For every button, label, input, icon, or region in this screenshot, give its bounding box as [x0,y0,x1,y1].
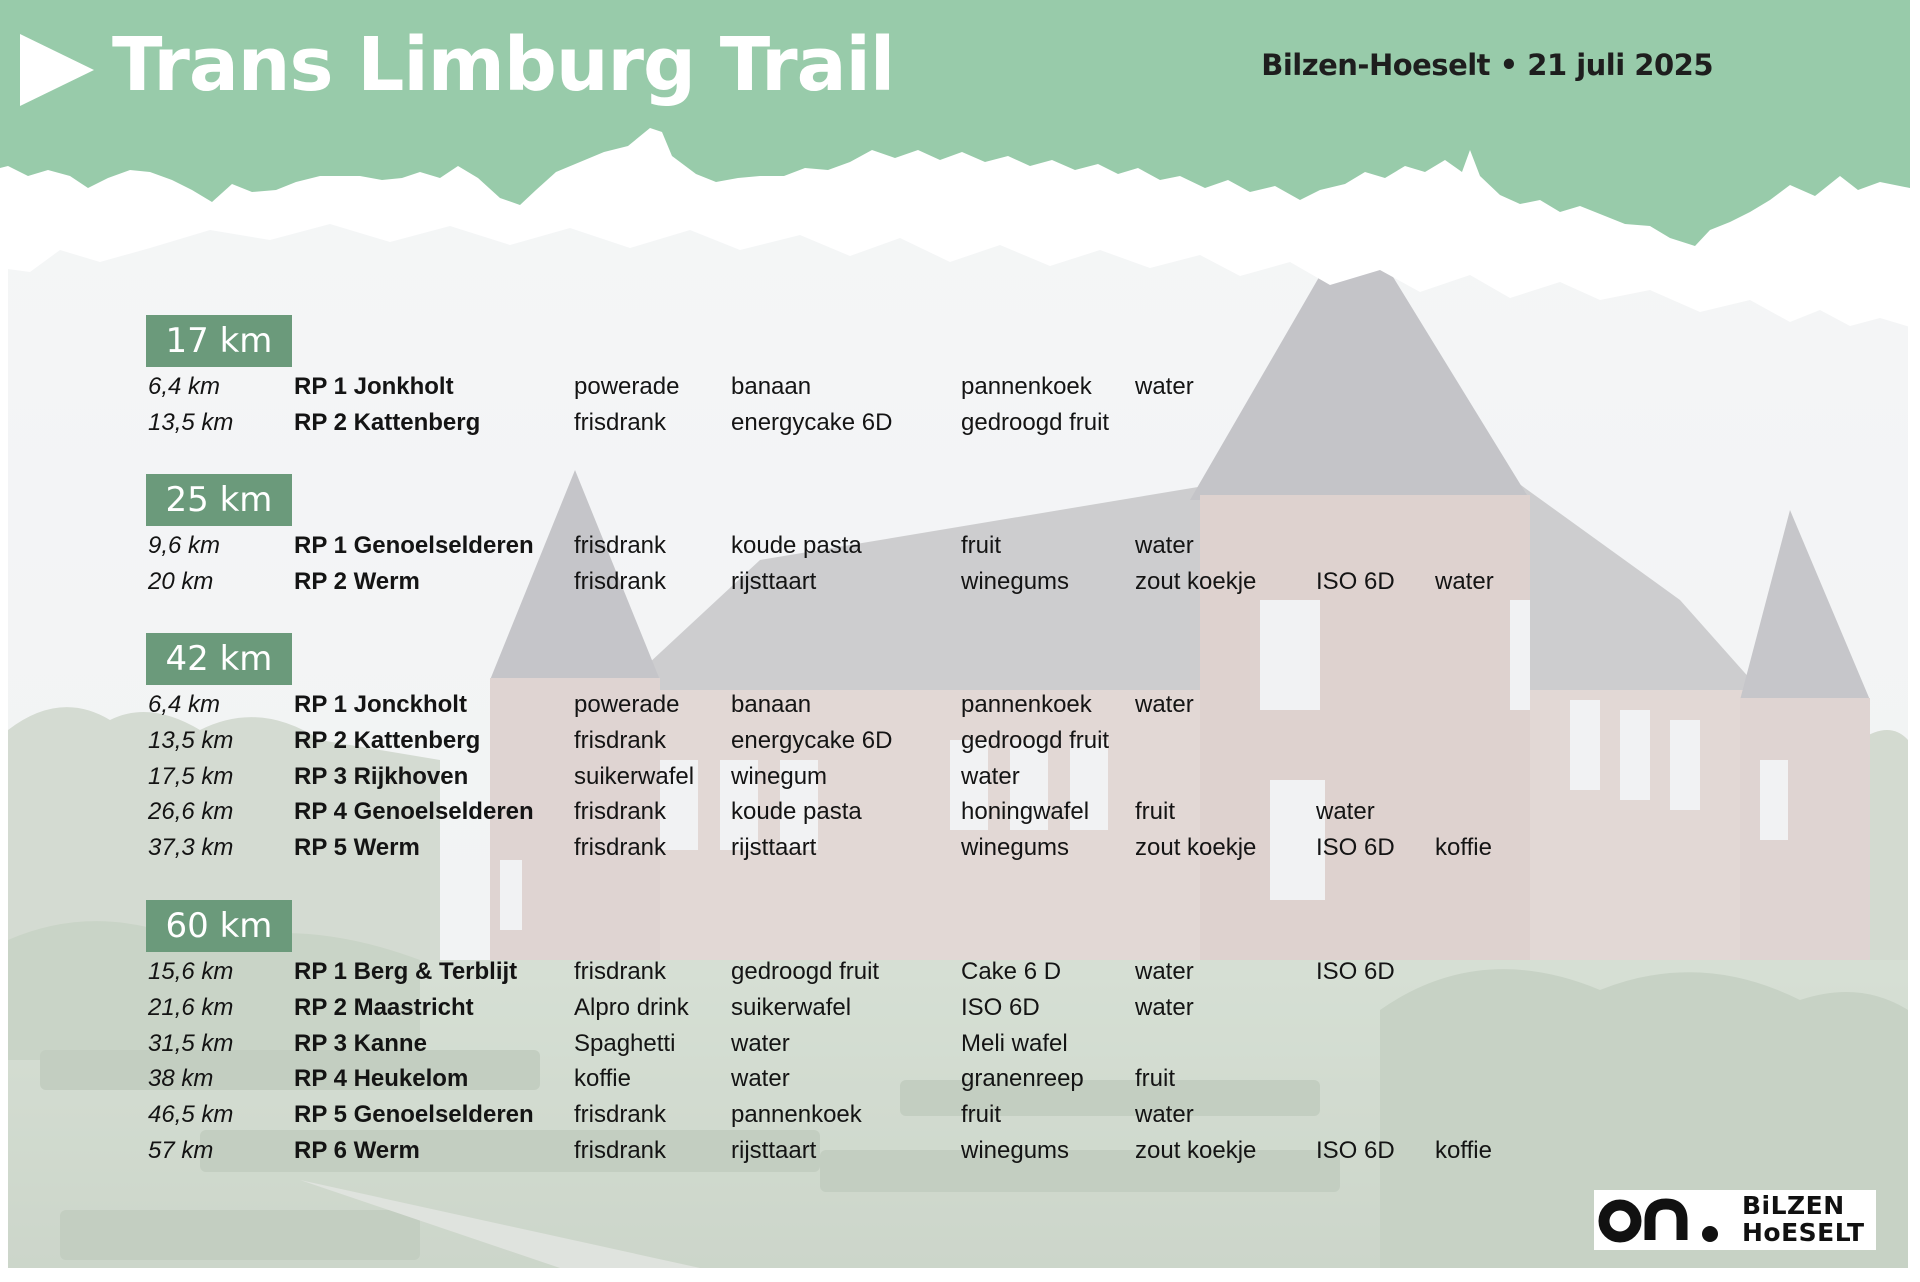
refreshment-point-name: RP 2 Werm [294,567,420,595]
supply-item: frisdrank [574,726,667,754]
supply-item: suikerwafel [731,993,852,1021]
supply-item: frisdrank [574,798,667,826]
supply-item: fruit [1135,1065,1176,1093]
distance-marker: 57 km [148,1137,214,1164]
refreshment-row [0,370,1600,404]
supply-item: rijsttaart [731,567,817,595]
refreshment-point-name: RP 3 Rijkhoven [294,762,469,790]
refreshment-row [0,955,1600,989]
supply-item: ISO 6D [1316,834,1395,862]
supply-item: winegum [731,762,828,790]
supply-item: granenreep [961,1065,1084,1093]
supply-item: water [731,1065,790,1093]
logo-mark-icon [1594,1190,1734,1250]
refreshment-row [0,1098,1600,1132]
logo-text-bilzen: BiLZEN [1742,1191,1845,1220]
refreshment-row [0,1027,1600,1061]
supply-item: winegums [961,834,1070,862]
supply-item: frisdrank [574,532,667,559]
refreshment-row [0,831,1600,865]
refreshment-row [0,688,1600,722]
refreshment-row [0,795,1600,829]
distance-marker: 37,3 km [148,834,234,862]
supply-item: gedroogd fruit [961,408,1110,436]
supply-item: water [1135,958,1194,985]
supply-item: water [1135,532,1194,559]
supply-item: ISO 6D [1316,1137,1395,1164]
supply-item: Alpro drink [574,993,689,1021]
supply-item: Spaghetti [574,1029,676,1057]
supply-item: honingwafel [961,798,1090,826]
supply-item: winegums [961,567,1070,595]
supply-item: frisdrank [574,1101,667,1129]
supply-item: fruit [961,532,1002,559]
refreshment-point-name: RP 2 Kattenberg [294,726,481,754]
distance-badge: 17 km [146,315,292,367]
distance-marker: 46,5 km [148,1101,234,1129]
supply-item: water [1135,691,1194,718]
refreshment-row [0,1062,1600,1096]
supply-item: rijsttaart [731,1137,817,1164]
page-title: Trans Limburg Trail [112,22,895,108]
supply-item: zout koekje [1135,1137,1257,1164]
refreshment-point-name: RP 2 Maastricht [294,993,474,1021]
refreshment-point-name: RP 3 Kanne [294,1029,427,1057]
refreshment-point-name: RP 4 Genoelselderen [294,798,534,826]
refreshment-point-name: RP 5 Werm [294,834,420,862]
bilzen-hoeselt-logo [1594,1190,1876,1250]
supply-item: frisdrank [574,408,667,436]
distance-badge: 60 km [146,900,292,952]
supply-item: ISO 6D [1316,958,1395,985]
supply-item: koude pasta [731,798,862,826]
distance-marker: 6,4 km [148,691,221,718]
supply-item: pannenkoek [731,1101,862,1129]
refreshment-row [0,991,1600,1025]
distance-marker: 31,5 km [148,1029,234,1057]
supply-item: ISO 6D [961,993,1040,1021]
distance-marker: 13,5 km [148,408,234,436]
refreshment-point-name: RP 2 Kattenberg [294,408,481,436]
refreshment-point-name: RP 1 Genoelselderen [294,532,534,559]
supply-item: frisdrank [574,567,667,595]
refreshment-point-name: RP 1 Berg & Terblijt [294,958,518,985]
supply-item: koffie [574,1065,631,1093]
supply-item: water [1135,993,1194,1021]
distance-badge: 42 km [146,633,292,685]
supply-item: koffie [1435,1137,1492,1164]
supply-item: water [1135,373,1194,400]
refreshment-point-name: RP 1 Jonckholt [294,691,467,718]
supply-item: koffie [1435,834,1492,862]
refreshment-row [0,724,1600,758]
supply-item: ISO 6D [1316,567,1395,595]
distance-marker: 26,6 km [148,798,234,826]
supply-item: frisdrank [574,834,667,862]
distance-marker: 17,5 km [148,762,234,790]
distance-marker: 13,5 km [148,726,234,754]
supply-item: gedroogd fruit [961,726,1110,754]
refreshment-row [0,529,1600,563]
refreshment-row [0,1134,1600,1168]
supply-item: energycake 6D [731,408,893,436]
supply-item: powerade [574,691,680,718]
supply-item: pannenkoek [961,691,1092,718]
supply-item: koude pasta [731,532,862,559]
refreshment-point-name: RP 4 Heukelom [294,1065,469,1093]
distance-marker: 6,4 km [148,373,221,400]
distance-marker: 9,6 km [148,532,221,559]
supply-item: winegums [961,1137,1070,1164]
supply-item: frisdrank [574,1137,667,1164]
distance-marker: 15,6 km [148,958,234,985]
event-location-date: Bilzen-Hoeselt • 21 juli 2025 [1261,48,1713,82]
supply-item: gedroogd fruit [731,958,880,985]
supply-item: banaan [731,691,812,718]
refreshment-row [0,565,1600,599]
supply-item: rijsttaart [731,834,817,862]
refreshment-row [0,760,1600,794]
supply-item: banaan [731,373,812,400]
supply-item: frisdrank [574,958,667,985]
refreshment-point-name: RP 5 Genoelselderen [294,1101,534,1129]
refreshment-point-name: RP 1 Jonkholt [294,373,454,400]
supply-item: water [961,762,1020,790]
supply-item: zout koekje [1135,567,1257,595]
supply-item: zout koekje [1135,834,1257,862]
supply-item: pannenkoek [961,373,1092,400]
supply-item: water [1435,567,1494,595]
distance-marker: 21,6 km [148,993,234,1021]
supply-item: energycake 6D [731,726,893,754]
supply-item: water [731,1029,790,1057]
play-triangle-icon [18,32,96,108]
supply-item: fruit [1135,798,1176,826]
supply-item: suikerwafel [574,762,695,790]
logo-text-hoeselt: HoESELT [1742,1218,1865,1247]
distance-marker: 38 km [148,1065,214,1093]
supply-item: water [1316,798,1375,826]
distance-marker: 20 km [148,567,214,595]
distance-badge: 25 km [146,474,292,526]
supply-item: powerade [574,373,680,400]
supply-item: water [1135,1101,1194,1129]
refreshment-point-name: RP 6 Werm [294,1137,420,1164]
supply-item: Meli wafel [961,1029,1068,1057]
supply-item: Cake 6 D [961,958,1062,985]
refreshment-row [0,406,1600,440]
supply-item: fruit [961,1101,1002,1129]
